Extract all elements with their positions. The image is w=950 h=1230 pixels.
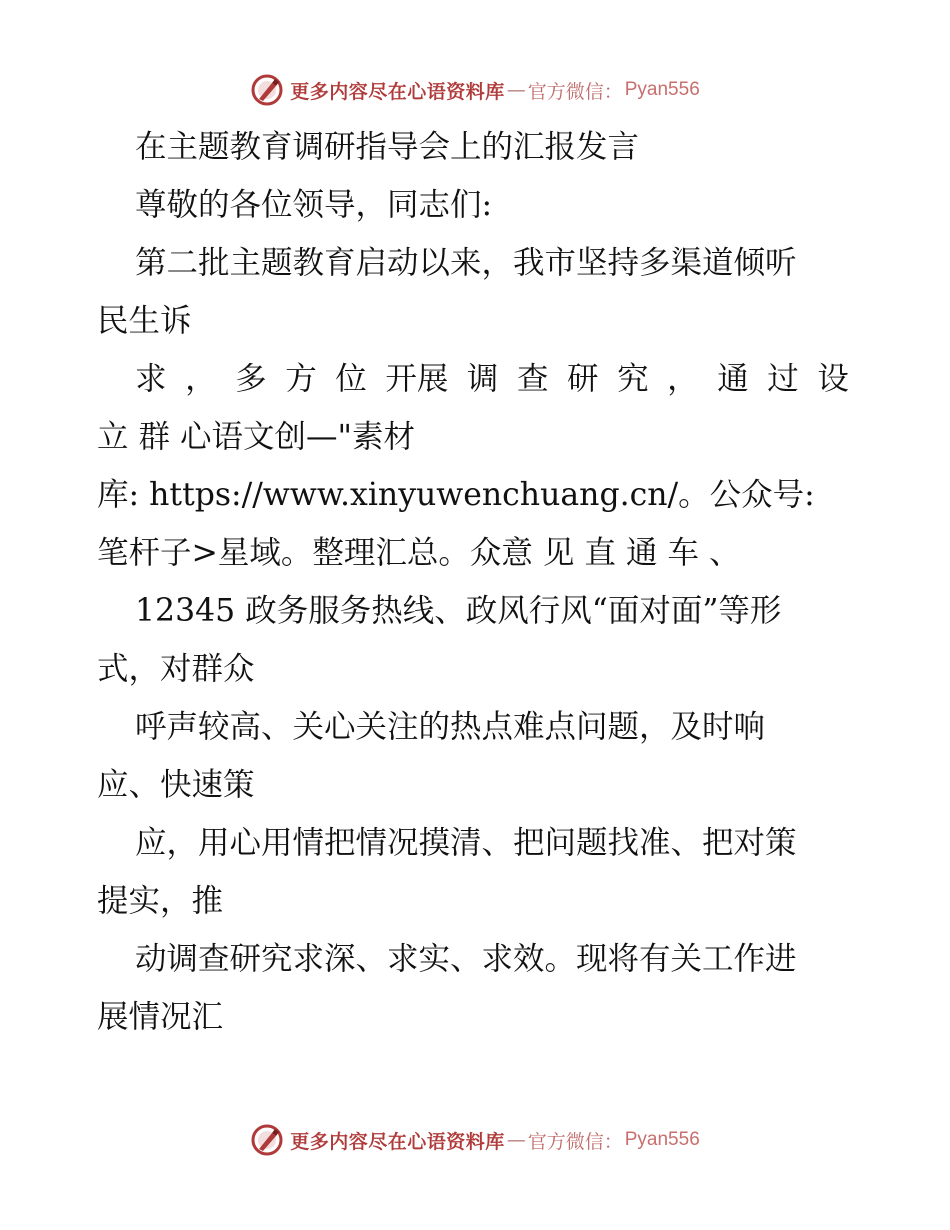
text-fragment: 通 bbox=[717, 361, 749, 397]
paragraph-line: 提实，推 bbox=[97, 883, 224, 919]
paragraph-line: 民生诉 bbox=[97, 303, 192, 339]
text-fragment: 众意 见 直 通 车 、 bbox=[469, 535, 741, 571]
paragraph-line: 展情况汇 bbox=[97, 999, 224, 1035]
text-fragment: 究 bbox=[617, 361, 649, 397]
footer-banner bbox=[0, 1120, 950, 1160]
paragraph-line: 库: https://www.xinyuwenchuang.cn/。公众号: bbox=[97, 477, 815, 513]
salutation: 尊敬的各位领导，同志们: bbox=[135, 187, 493, 223]
banner-wechat-label: 官方微信： bbox=[527, 80, 623, 103]
banner-text: 更多内容尽在心语资料库 bbox=[290, 80, 505, 103]
banner-wechat-id: Pyan556 bbox=[624, 1129, 700, 1150]
paragraph-line: 呼声较高、关心关注的热点难点问题，及时响 bbox=[135, 709, 766, 745]
text-fragment: 过 bbox=[767, 361, 799, 397]
paragraph-line-justified bbox=[97, 350, 849, 408]
text-fragment: 开展 bbox=[385, 361, 449, 397]
text-fragment: 立 群 bbox=[97, 419, 181, 455]
paragraph-line bbox=[97, 408, 849, 466]
text-fragment: 设 bbox=[817, 361, 849, 397]
banner-dash: — bbox=[506, 79, 526, 101]
text-fragment: 调 bbox=[466, 361, 499, 397]
text-fragment: 方 bbox=[285, 361, 317, 397]
paragraph-line: 应，用心用情把情况摸清、把问题找准、把对策 bbox=[135, 825, 797, 861]
text-fragment: 笔杆子>星域。整理汇总。 bbox=[97, 535, 470, 571]
text-fragment: 多 bbox=[235, 361, 267, 397]
banner-text: 更多内容尽在心语资料库 bbox=[290, 1130, 505, 1153]
paragraph-line: 应、快速策 bbox=[97, 767, 255, 803]
paragraph-line: 式，对群众 bbox=[97, 651, 255, 687]
pen-logo-icon bbox=[250, 73, 284, 107]
paragraph-line: 第二批主题教育启动以来，我市坚持多渠道倾听 bbox=[135, 245, 797, 281]
text-fragment: 位 bbox=[335, 361, 367, 397]
text-fragment: 研 bbox=[567, 361, 599, 397]
paragraph-line bbox=[97, 524, 849, 582]
text-fragment: 查 bbox=[516, 361, 549, 397]
banner-dash: — bbox=[506, 1129, 526, 1151]
document-title: 在主题教育调研指导会上的汇报发言 bbox=[135, 129, 640, 165]
banner-wechat-id: Pyan556 bbox=[624, 79, 700, 100]
banner-wechat-label: 官方微信： bbox=[527, 1130, 623, 1153]
text-fragment: ， bbox=[667, 361, 699, 397]
pen-logo-icon bbox=[250, 1123, 284, 1157]
paragraph-line: 12345 政务服务热线、政风行风“面对面”等形 bbox=[135, 593, 782, 629]
text-fragment: ， bbox=[185, 361, 217, 397]
document-body bbox=[97, 118, 849, 1046]
paragraph-line: 动调查研究求深、求实、求效。现将有关工作进 bbox=[135, 941, 797, 977]
header-banner bbox=[0, 70, 950, 110]
text-fragment: 心语文创—"素材 bbox=[180, 419, 416, 455]
text-fragment: 求 bbox=[135, 361, 167, 397]
